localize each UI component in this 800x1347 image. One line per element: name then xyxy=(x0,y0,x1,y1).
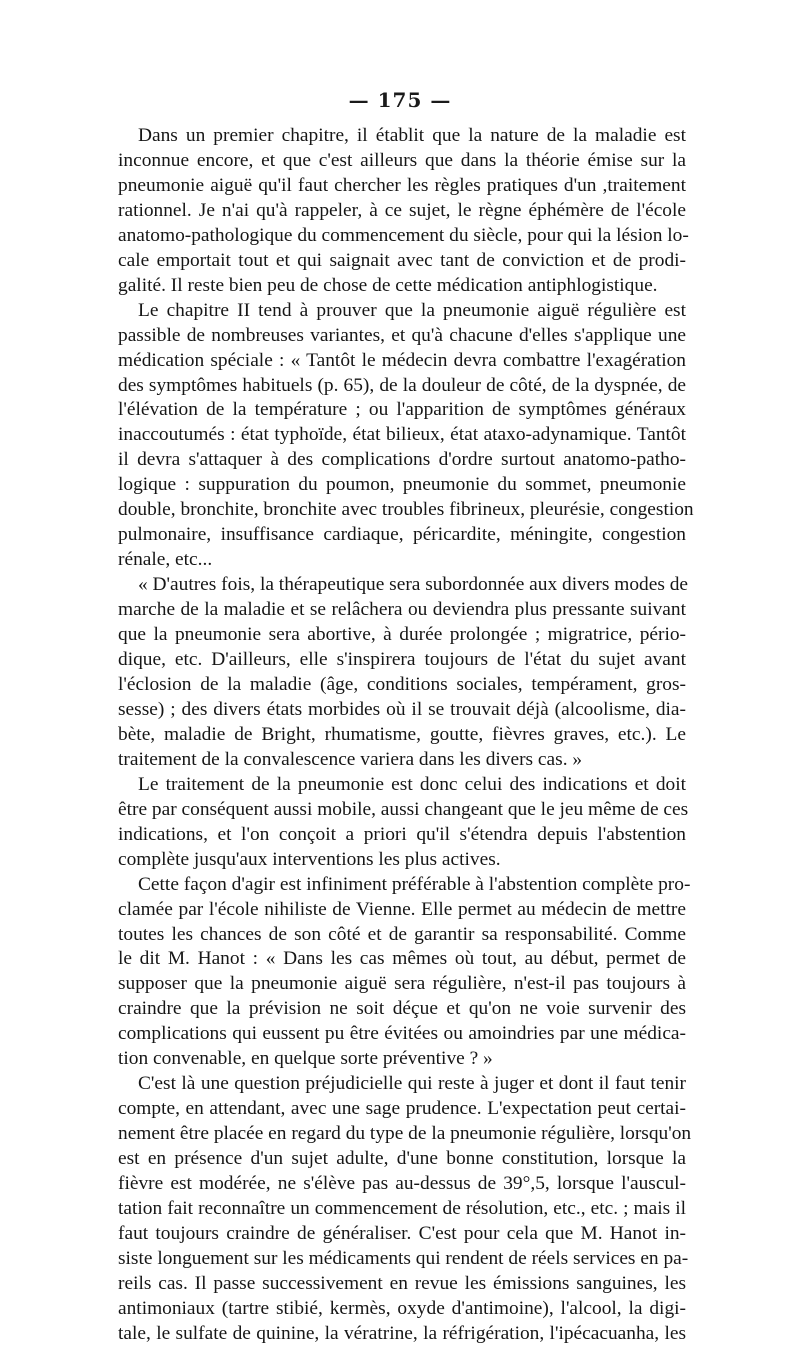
text-line: traitement de la convalescence variera dans les divers cas. » xyxy=(118,748,583,770)
text-line: tation fait reconnaître un commencement de résolution, etc., etc. ; mais il xyxy=(118,1197,686,1219)
text-line: tion convenable, en quelque sorte préventive ? » xyxy=(118,1048,493,1070)
text-line: logique : suppuration du poumon, pneumonie du sommet, pneumonie xyxy=(118,474,686,496)
text-line: l'élévation de la température ; ou l'apparition de symptômes généraux xyxy=(118,399,686,421)
text-line: tale, le sulfate de quinine, la vératrine, la réfrigération, l'ipécacuanha, les xyxy=(118,1322,686,1344)
text-line: pneumonie aiguë qu'il faut chercher les règles pratiques d'un ,traitement xyxy=(118,174,686,196)
page-number: — 175 — xyxy=(348,88,452,112)
text-line: Dans un premier chapitre, il établit que la nature de la maladie est xyxy=(138,125,686,146)
text-line: complications qui eussent pu être évitées ou amoindries par une médica- xyxy=(118,1023,686,1045)
text-line: fièvre est modérée, ne s'élève pas au-dessus de 39°,5, lorsque l'auscul- xyxy=(118,1173,686,1195)
text-line: Le traitement de la pneumonie est donc celui des indications et doit xyxy=(138,773,686,795)
text-line: craindre que la prévision ne soit déçue et qu'on ne voie survenir des xyxy=(118,998,686,1020)
text-line: anatomo-pathologique du commencement du siècle, pour qui la lésion lo- xyxy=(118,224,689,246)
body-text xyxy=(118,124,694,1347)
text-line: rénale, etc... xyxy=(118,549,213,571)
text-line: siste longuement sur les médicaments qui rendent de réels services en pa- xyxy=(118,1247,689,1269)
text-line: Cette façon d'agir est infiniment préférable à l'abstention complète pro- xyxy=(138,873,691,895)
text-line: compte, en attendant, avec une sage prudence. L'expectation peut certai- xyxy=(118,1098,686,1120)
text-line: l'éclosion de la maladie (âge, conditions sociales, tempérament, gros- xyxy=(118,673,686,695)
text-line: est en présence d'un sujet adulte, d'une bonne constitution, lorsque la xyxy=(118,1148,686,1170)
text-line: reils cas. Il passe successivement en revue les émissions sanguines, les xyxy=(118,1272,686,1294)
text-line: passible de nombreuses variantes, et qu'à chacune d'elles s'applique une xyxy=(118,324,686,346)
text-line: antimoniaux (tartre stibié, kermès, oxyde d'antimoine), l'alcool, la digi- xyxy=(118,1297,686,1319)
text-line: cale emportait tout et qui saignait avec tant de conviction et de prodi- xyxy=(118,249,686,271)
text-line: médication spéciale : « Tantôt le médecin devra combattre l'exagération xyxy=(118,349,686,371)
text-line: que la pneumonie sera abortive, à durée prolongée ; migratrice, pério- xyxy=(118,624,686,646)
text-line: le dit M. Hanot : « Dans les cas mêmes où tout, au début, permet de xyxy=(118,948,686,970)
text-line: toutes les chances de son côté et de garantir sa responsabilité. Comme xyxy=(118,923,686,945)
text-line: complète jusqu'aux interventions les plus actives. xyxy=(118,848,501,870)
text-line: indications, et l'on conçoit a priori qu'il s'étendra depuis l'abstention xyxy=(118,823,686,845)
text-line: inaccoutumés : état typhoïde, état bilieux, état ataxo-adynamique. Tantôt xyxy=(118,424,686,446)
text-line: marche de la maladie et se relâchera ou deviendra plus pressante suivant xyxy=(118,599,686,621)
text-line: bète, maladie de Bright, rhumatisme, goutte, fièvres graves, etc.). Le xyxy=(118,723,686,745)
text-line: être par conséquent aussi mobile, aussi changeant que le jeu même de ces xyxy=(118,798,689,820)
text-line: supposer que la pneumonie aiguë sera régulière, n'est-il pas toujours à xyxy=(118,973,686,995)
text-line: sesse) ; des divers états morbides où il se trouvait déjà (alcoolisme, dia- xyxy=(118,698,686,720)
text-line: C'est là une question préjudicielle qui reste à juger et dont il faut tenir xyxy=(138,1073,686,1095)
text-line: galité. Il reste bien peu de chose de cette médication antiphlogistique. xyxy=(118,274,658,296)
text-line: inconnue encore, et que c'est ailleurs que dans la théorie émise sur la xyxy=(118,149,686,171)
text-line: pulmonaire, insuffisance cardiaque, péricardite, méningite, congestion xyxy=(118,524,686,546)
text-line: faut toujours craindre de généraliser. C'est pour cela que M. Hanot in- xyxy=(118,1222,686,1244)
text-line: « D'autres fois, la thérapeutique sera subordonnée aux divers modes de xyxy=(138,574,689,596)
text-line: nement être placée en regard du type de la pneumonie régulière, lorsqu'on xyxy=(118,1123,692,1145)
text-line: Le chapitre II tend à prouver que la pneumonie aiguë régulière est xyxy=(138,299,686,321)
text-line: dique, etc. D'ailleurs, elle s'inspirera toujours de l'état du sujet avant xyxy=(118,649,686,671)
text-line: rationnel. Je n'ai qu'à rappeler, à ce sujet, le règne éphémère de l'école xyxy=(118,199,686,221)
text-line: double, bronchite, bronchite avec troubles fibrineux, pleurésie, congestion xyxy=(118,499,694,521)
text-line: des symptômes habituels (p. 65), de la douleur de côté, de la dyspnée, de xyxy=(118,374,686,396)
text-line: il devra s'attaquer à des complications d'ordre surtout anatomo-patho- xyxy=(118,449,686,471)
text-line: clamée par l'école nihiliste de Vienne. Elle permet au médecin de mettre xyxy=(118,898,686,920)
